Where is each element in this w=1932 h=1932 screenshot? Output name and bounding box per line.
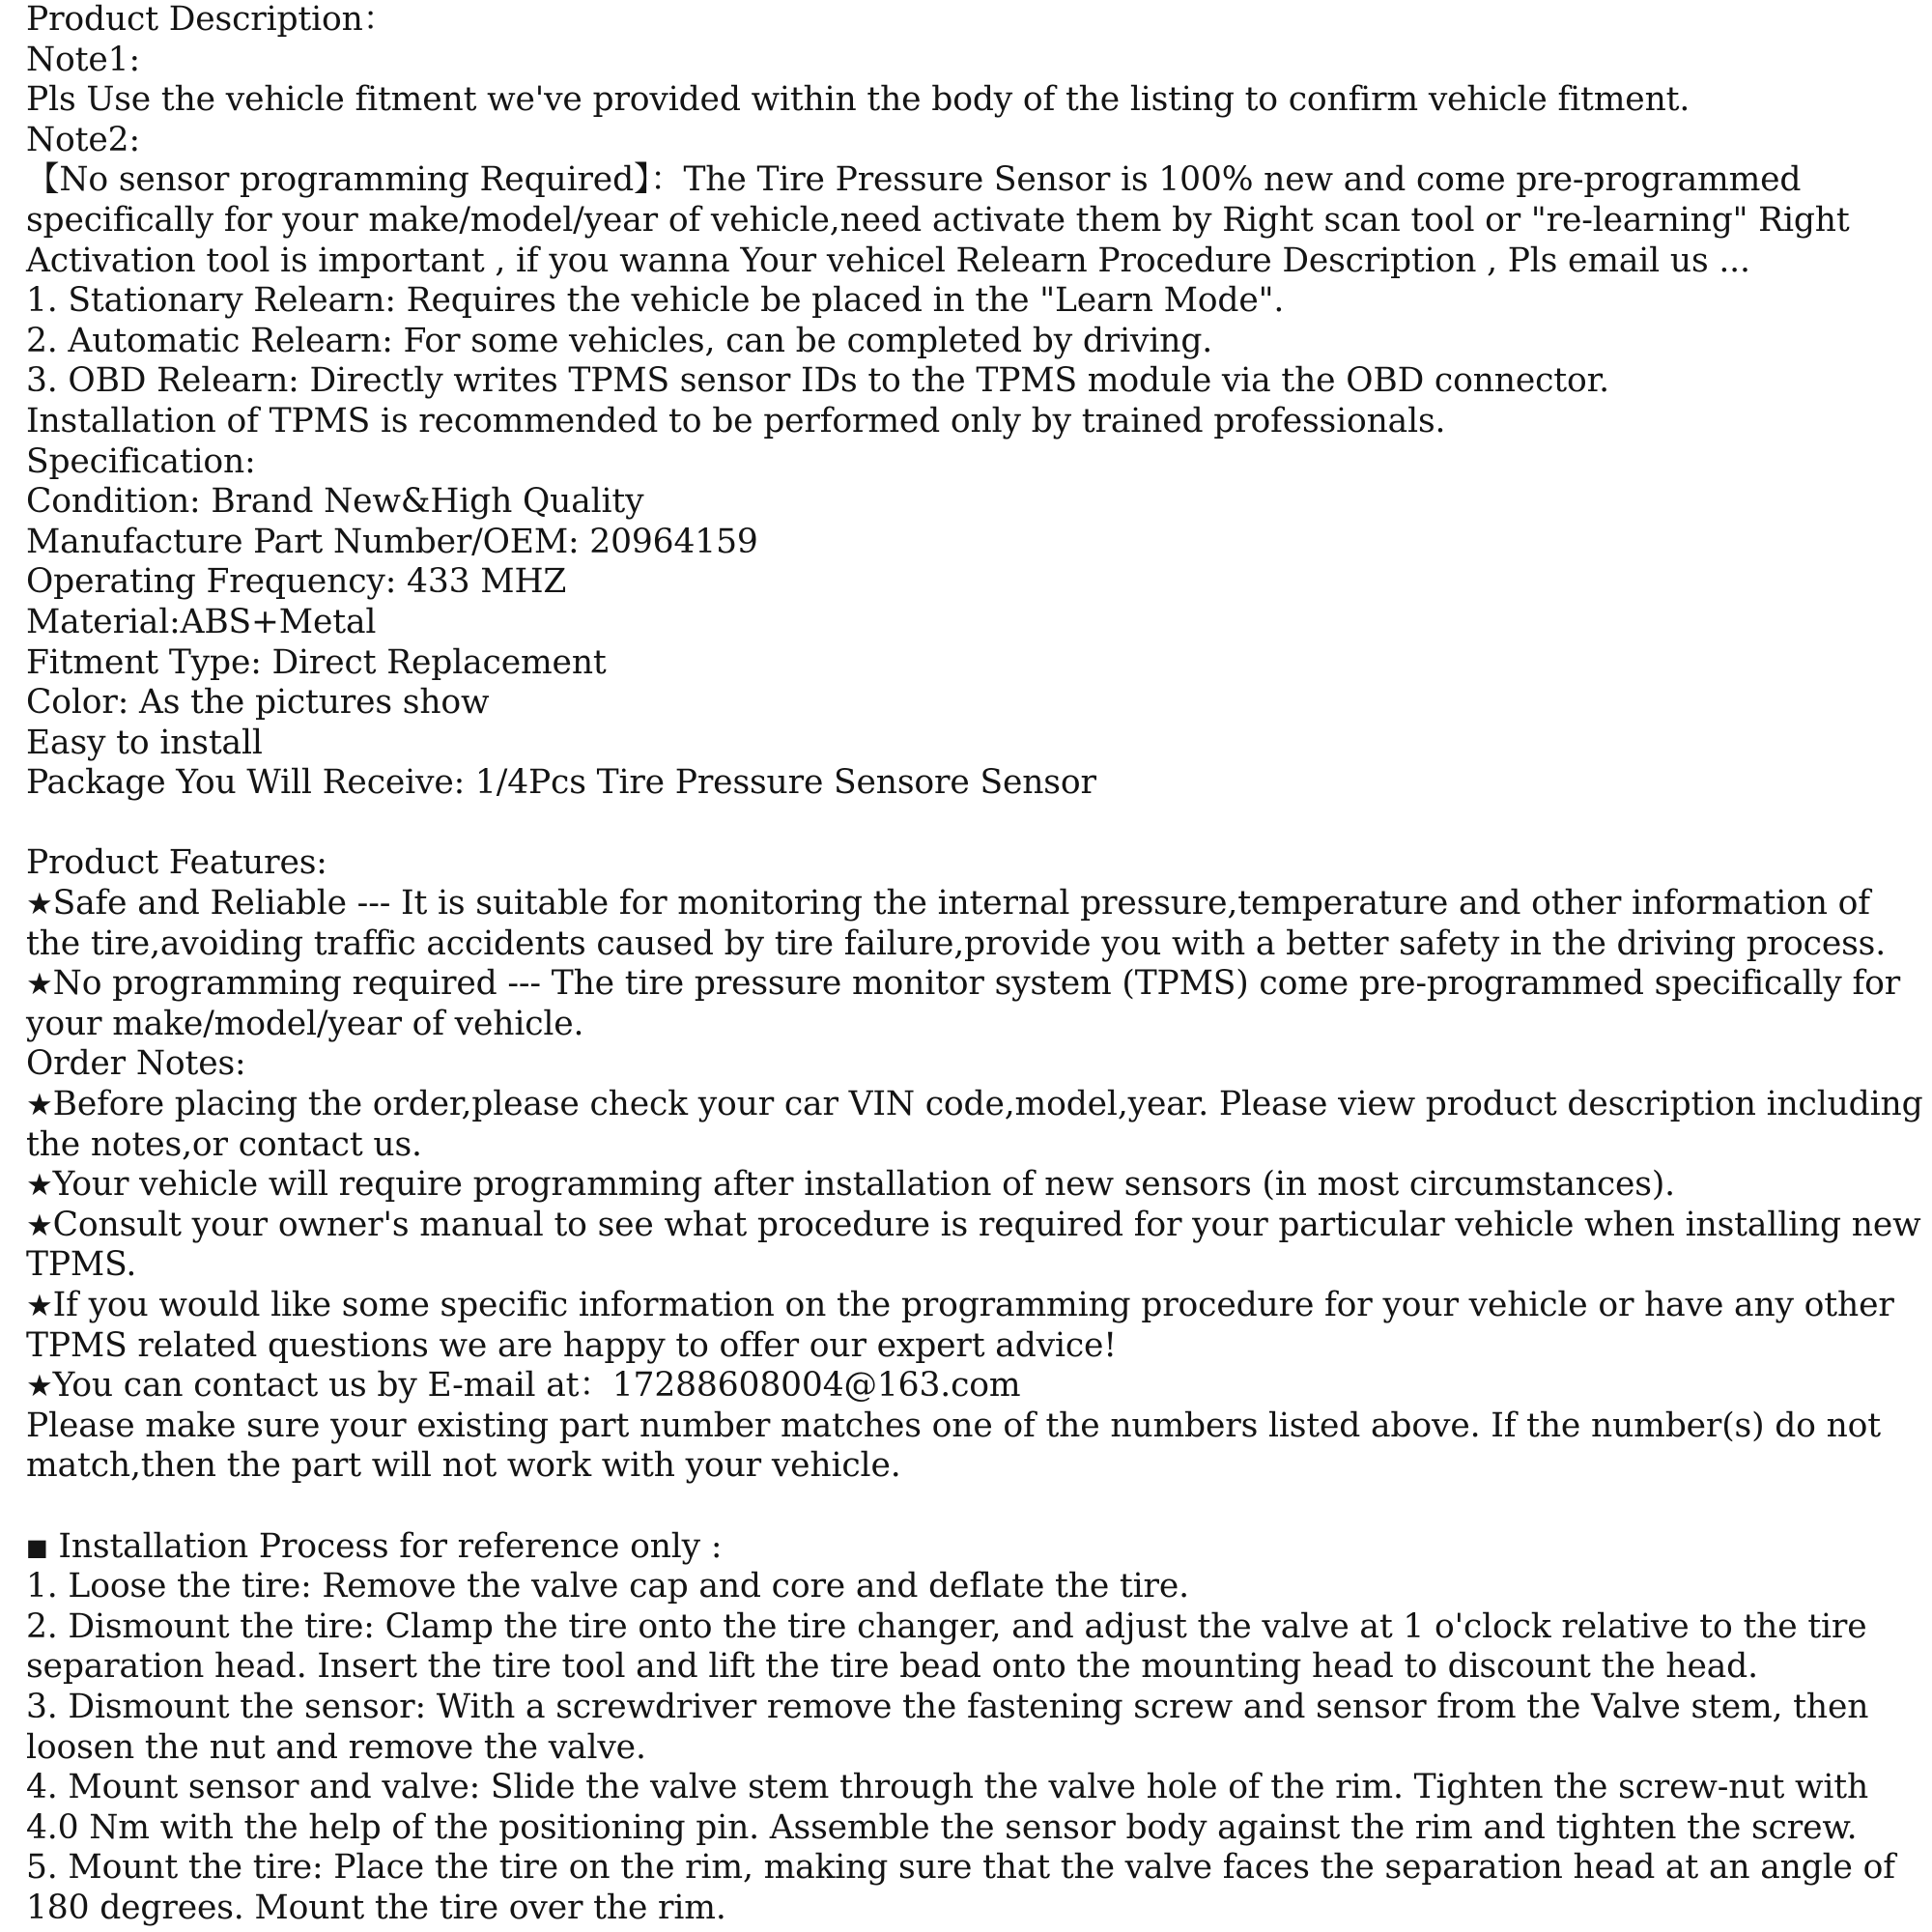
star-icon: ★ [26,1168,53,1204]
installation-step: 1. Loose the tire: Remove the valve cap and core and deflate the tire. [26,1567,1189,1606]
note1-label: Note1: [26,40,140,79]
star-icon: ★ [26,967,53,1003]
relearn-item: 3. OBD Relearn: Directly writes TPMS sensor IDs to the TPMS module via the OBD connector. [26,361,1609,401]
order-note-line: the notes,or contact us. [26,1124,422,1164]
feature-text: No programming required --- The tire pressure monitor system (TPMS) come pre-programmed specifically for [52,964,1901,1004]
installation-step: 3. Dismount the sensor: With a screwdriver remove the fastening screw and sensor from the Valve stem, then [26,1687,1869,1726]
installation-step: 4. Mount sensor and valve: Slide the valve stem through the valve hole of the rim. Tighten the screw-nut with [26,1768,1869,1807]
feature-safe-line: the tire,avoiding traffic accidents caused by tire failure,provide you with a better safety in the driving process. [26,923,1887,963]
section-spacer [26,1487,1924,1527]
star-icon: ★ [26,1208,53,1243]
section-spacer [26,804,1924,844]
description-heading: Product Description： [26,0,397,39]
spec-item: Fitment Type: Direct Replacement [26,642,607,682]
note1-text: Pls Use the vehicle fitment we've provided within the body of the listing to confirm vehicle fitment. [26,80,1690,120]
contact-line [26,1366,1924,1406]
order-note-line [26,1286,1924,1326]
spec-item: Condition: Brand New&High Quality [26,482,644,522]
spec-item: Easy to install [26,723,263,762]
installation-step: 4.0 Nm with the help of the positioning pin. Assemble the sensor body against the rim and tighten the screw. [26,1807,1858,1847]
order-note-text: Consult your owner's manual to see what procedure is required for your particular vehicle when installing new [52,1205,1921,1244]
order-note-line [26,1165,1924,1206]
order-note-line: TPMS related questions we are happy to offer our expert advice! [26,1325,1118,1365]
order-note-text: If you would like some specific information on the programming procedure for your vehicle or have any other [52,1286,1894,1324]
installation-step: 2. Dismount the tire: Clamp the tire onto the tire changer, and adjust the valve at 1 o'clock relative to the tire [26,1606,1867,1646]
spec-item: Color: As the pictures show [26,683,490,723]
star-icon: ★ [26,1289,53,1323]
installation-step: 5. Mount the tire: Place the tire on the rim, making sure that the valve faces the separation head at an angle of [26,1848,1895,1888]
note2-line: specifically for your make/model/year of vehicle,need activate them by Right scan tool or "re-learning" Right [26,200,1850,240]
star-icon: ★ [26,1088,53,1123]
order-note-line [26,1206,1924,1246]
order-note-text: Before placing the order,please check your car VIN code,model,year. Please view product description including [52,1085,1923,1124]
square-bullet-icon: ■ [26,1533,48,1561]
order-note-line [26,1085,1924,1125]
relearn-item: 2. Automatic Relearn: For some vehicles, can be completed by driving. [26,321,1213,360]
match-note-line: match,then the part will not work with your vehicle. [26,1446,901,1486]
specification-heading: Specification: [26,441,256,481]
note2-line: Activation tool is important , if you wanna Your vehicel Relearn Procedure Description , Pls email us ... [26,241,1750,280]
installation-step: loosen the nut and remove the valve. [26,1727,646,1767]
star-icon: ★ [26,1369,53,1405]
order-notes-heading: Order Notes: [26,1044,246,1084]
spec-item: Manufacture Part Number/OEM: 20964159 [26,522,758,561]
feature-safe-line [26,884,1924,924]
star-icon: ★ [26,887,53,923]
installation-step: 180 degrees. Mount the tire over the rim. [26,1888,726,1927]
product-description-document [26,0,1924,1929]
installation-heading [26,1527,1924,1568]
feature-noprog-line: your make/model/year of vehicle. [26,1004,584,1043]
install-note: Installation of TPMS is recommended to be performed only by trained professionals. [26,401,1446,440]
feature-noprog-line [26,964,1924,1005]
order-note-line: TPMS. [26,1245,137,1285]
match-note-line: Please make sure your existing part number matches one of the numbers listed above. If the number(s) do not [26,1406,1882,1445]
installation-step: separation head. Insert the tire tool and lift the tire bead onto the mounting head to discount the head. [26,1647,1758,1687]
spec-item: Operating Frequency: 433 MHZ [26,562,567,602]
spec-item: Material:ABS+Metal [26,602,377,641]
note2-line: 【No sensor programming Required】：The Tire Pressure Sensor is 100% new and come pre-programmed [26,160,1802,200]
contact-email-text: You can contact us by E-mail at：17288608004@163.com [52,1366,1021,1406]
spec-item: Package You Will Receive: 1/4Pcs Tire Pressure Sensore Sensor [26,763,1096,803]
order-note-text: Your vehicle will require programming after installation of new sensors (in most circumstances). [52,1165,1675,1205]
relearn-item: 1. Stationary Relearn: Requires the vehicle be placed in the "Learn Mode". [26,281,1285,321]
installation-heading-text: Installation Process for reference only : [47,1526,723,1566]
features-heading: Product Features: [26,843,327,883]
note2-label: Note2: [26,120,140,159]
feature-text: Safe and Reliable --- It is suitable for monitoring the internal pressure,temperature and other information of [52,884,1870,923]
